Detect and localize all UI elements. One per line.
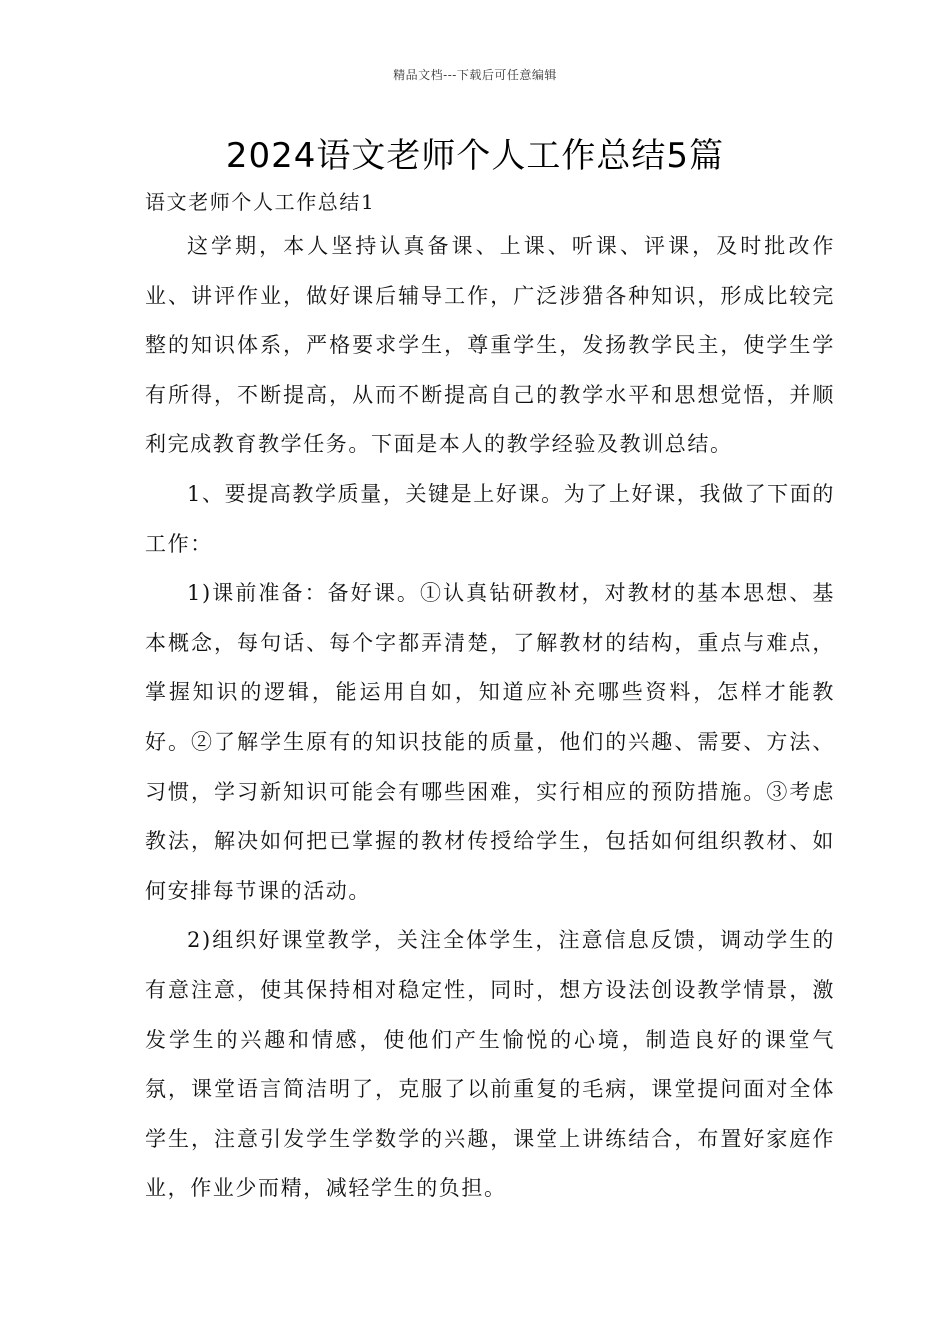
section-heading: 语文老师个人工作总结1 — [145, 190, 376, 214]
paragraph-lesson-prep: 1)课前准备：备好课。①认真钻研教材，对教材的基本思想、基本概念，每句话、每个字都弄清楚，了解教材的结构，重点与难点，掌握知识的逻辑，能运用自如，知道应补充哪些资料，怎样才能教好。②了解学生原有的知识技能的质量，他们的兴趣、需要、方法、习惯，学习新知识可能会有哪些困难，实行相应的预防措施。③考虑教法，解决如何把已掌握的教材传授给学生，包括如何组织教材、如何安排每节课的活动。 — [145, 581, 835, 903]
document-title: 2024语文老师个人工作总结5篇 — [225, 136, 725, 176]
paragraph-intro: 这学期，本人坚持认真备课、上课、听课、评课，及时批改作业、讲评作业，做好课后辅导工作，广泛涉猎各种知识，形成比较完整的知识体系，严格要求学生，尊重学生，发扬教学民主，使学生学有所得，不断提高，从而不断提高自己的教学水平和思想觉悟，并顺利完成教育教学任务。下面是本人的教学经验及教训总结。 — [145, 234, 835, 457]
paragraph-classroom-teaching: 2)组织好课堂教学，关注全体学生，注意信息反馈，调动学生的有意注意，使其保持相对稳定性，同时，想方设法创设教学情景，激发学生的兴趣和情感，使他们产生愉悦的心境，制造良好的课堂气氛，课堂语言简洁明了，克服了以前重复的毛病，课堂提问面对全体学生，注意引发学生学数学的兴趣，课堂上讲练结合，布置好家庭作业，作业少而精，减轻学生的负担。 — [145, 928, 835, 1201]
paragraph-point-1: 1、要提高教学质量，关键是上好课。为了上好课，我做了下面的工作： — [145, 481, 835, 556]
header-note: 精品文档---下载后可任意编辑 — [393, 68, 557, 82]
document-body — [145, 184, 835, 1214]
